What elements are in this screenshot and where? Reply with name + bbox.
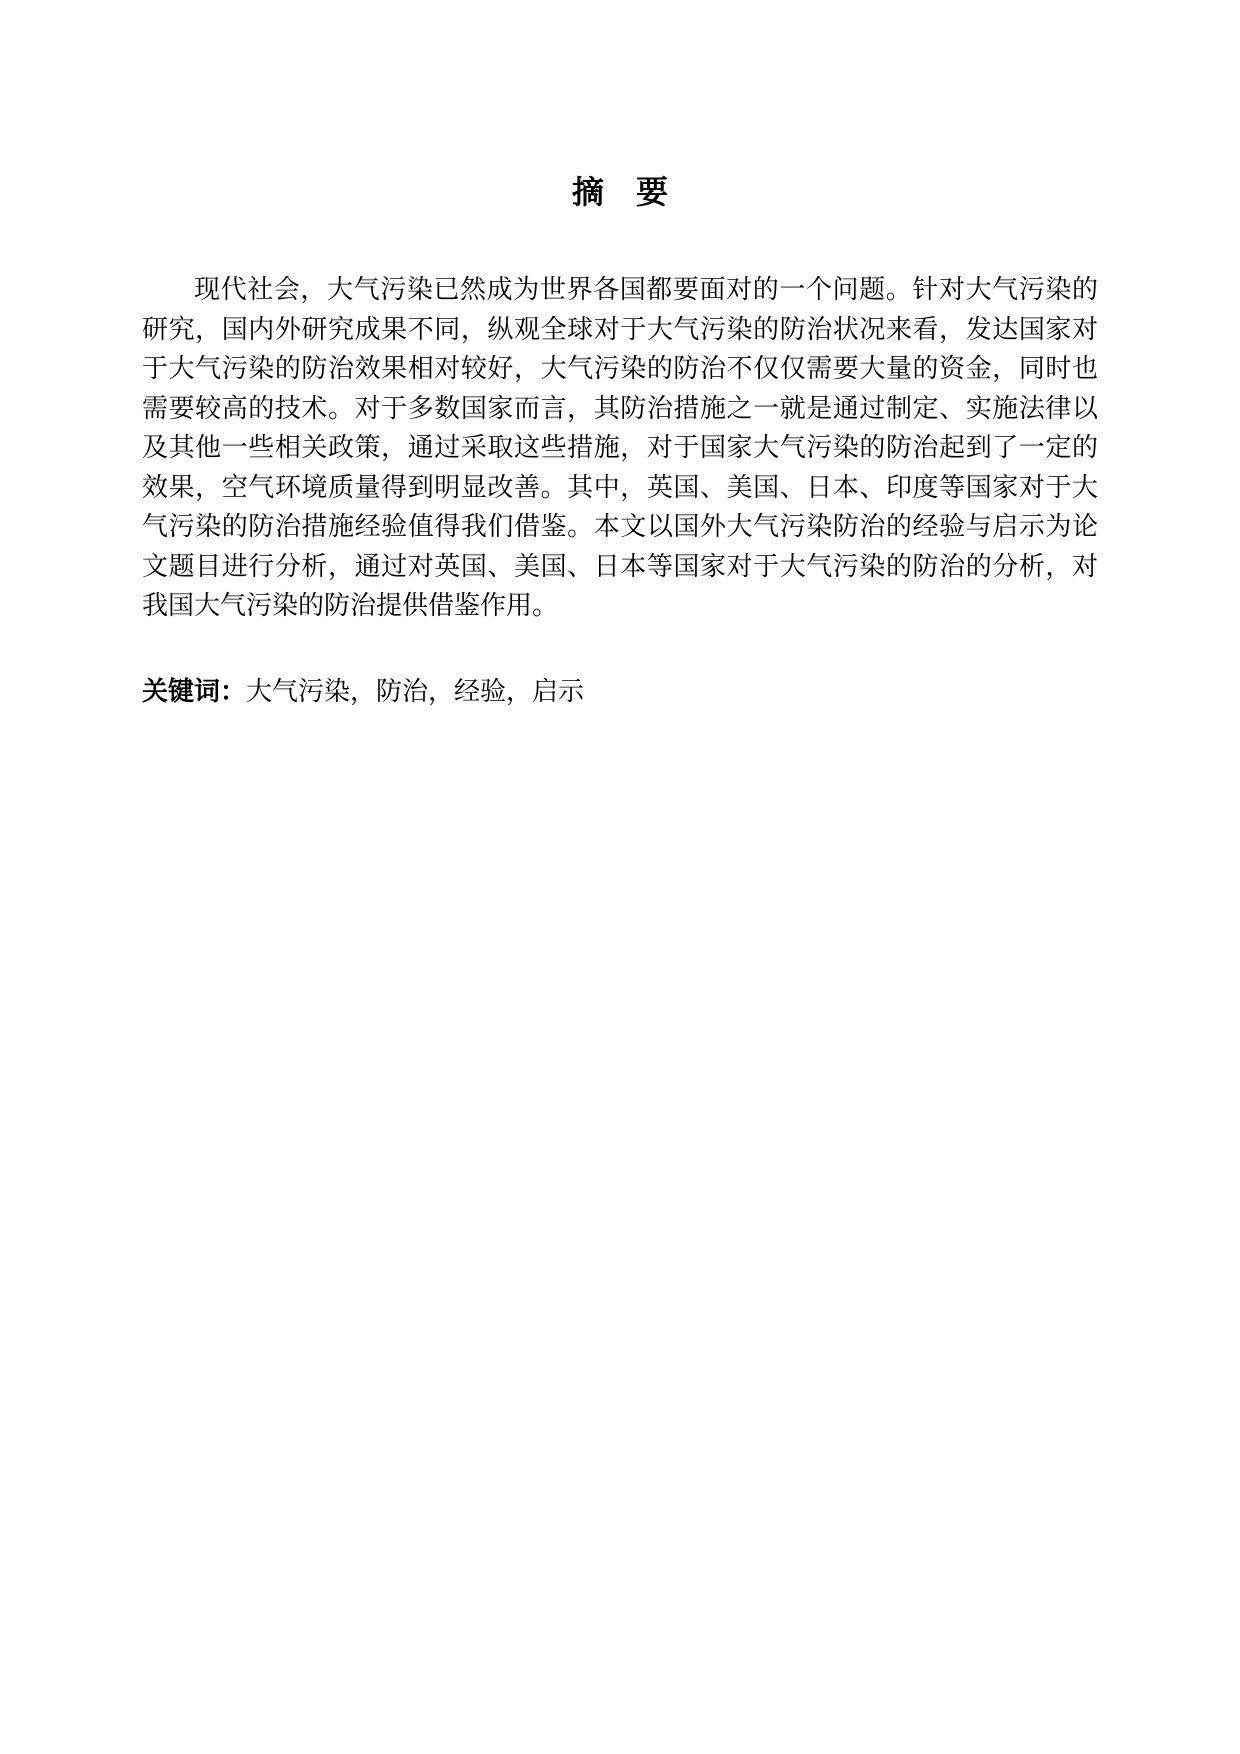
page-title: 摘 要 [571, 174, 668, 210]
keywords-text: 大气污染，防治，经验，启示 [246, 676, 585, 706]
keywords-label: 关键词： [142, 675, 247, 706]
keywords-line [142, 672, 1098, 712]
abstract-paragraph: 现代社会，大气污染已然成为世界各国都要面对的一个问题。针对大气污染的研究，国内外研究成果不同，纵观全球对于大气污染的防治状况来看，发达国家对于大气污染的防治效果相对较好，大气污染的防治不仅仅需要大量的资金，同时也需要较高的技术。对于多数国家而言，其防治措施之一就是通过制定、实施法律以及其他一些相关政策，通过采取这些措施，对于国家大气污染的防治起到了一定的效果，空气环境质量得到明显改善。其中，英国、美国、日本、印度等国家对于大气污染的防治措施经验值得我们借鉴。本文以国外大气污染防治的经验与启示为论文题目进行分析，通过对英国、美国、日本等国家对于大气污染的防治的分析，对我国大气污染的防治提供借鉴作用。 [142, 275, 1098, 620]
